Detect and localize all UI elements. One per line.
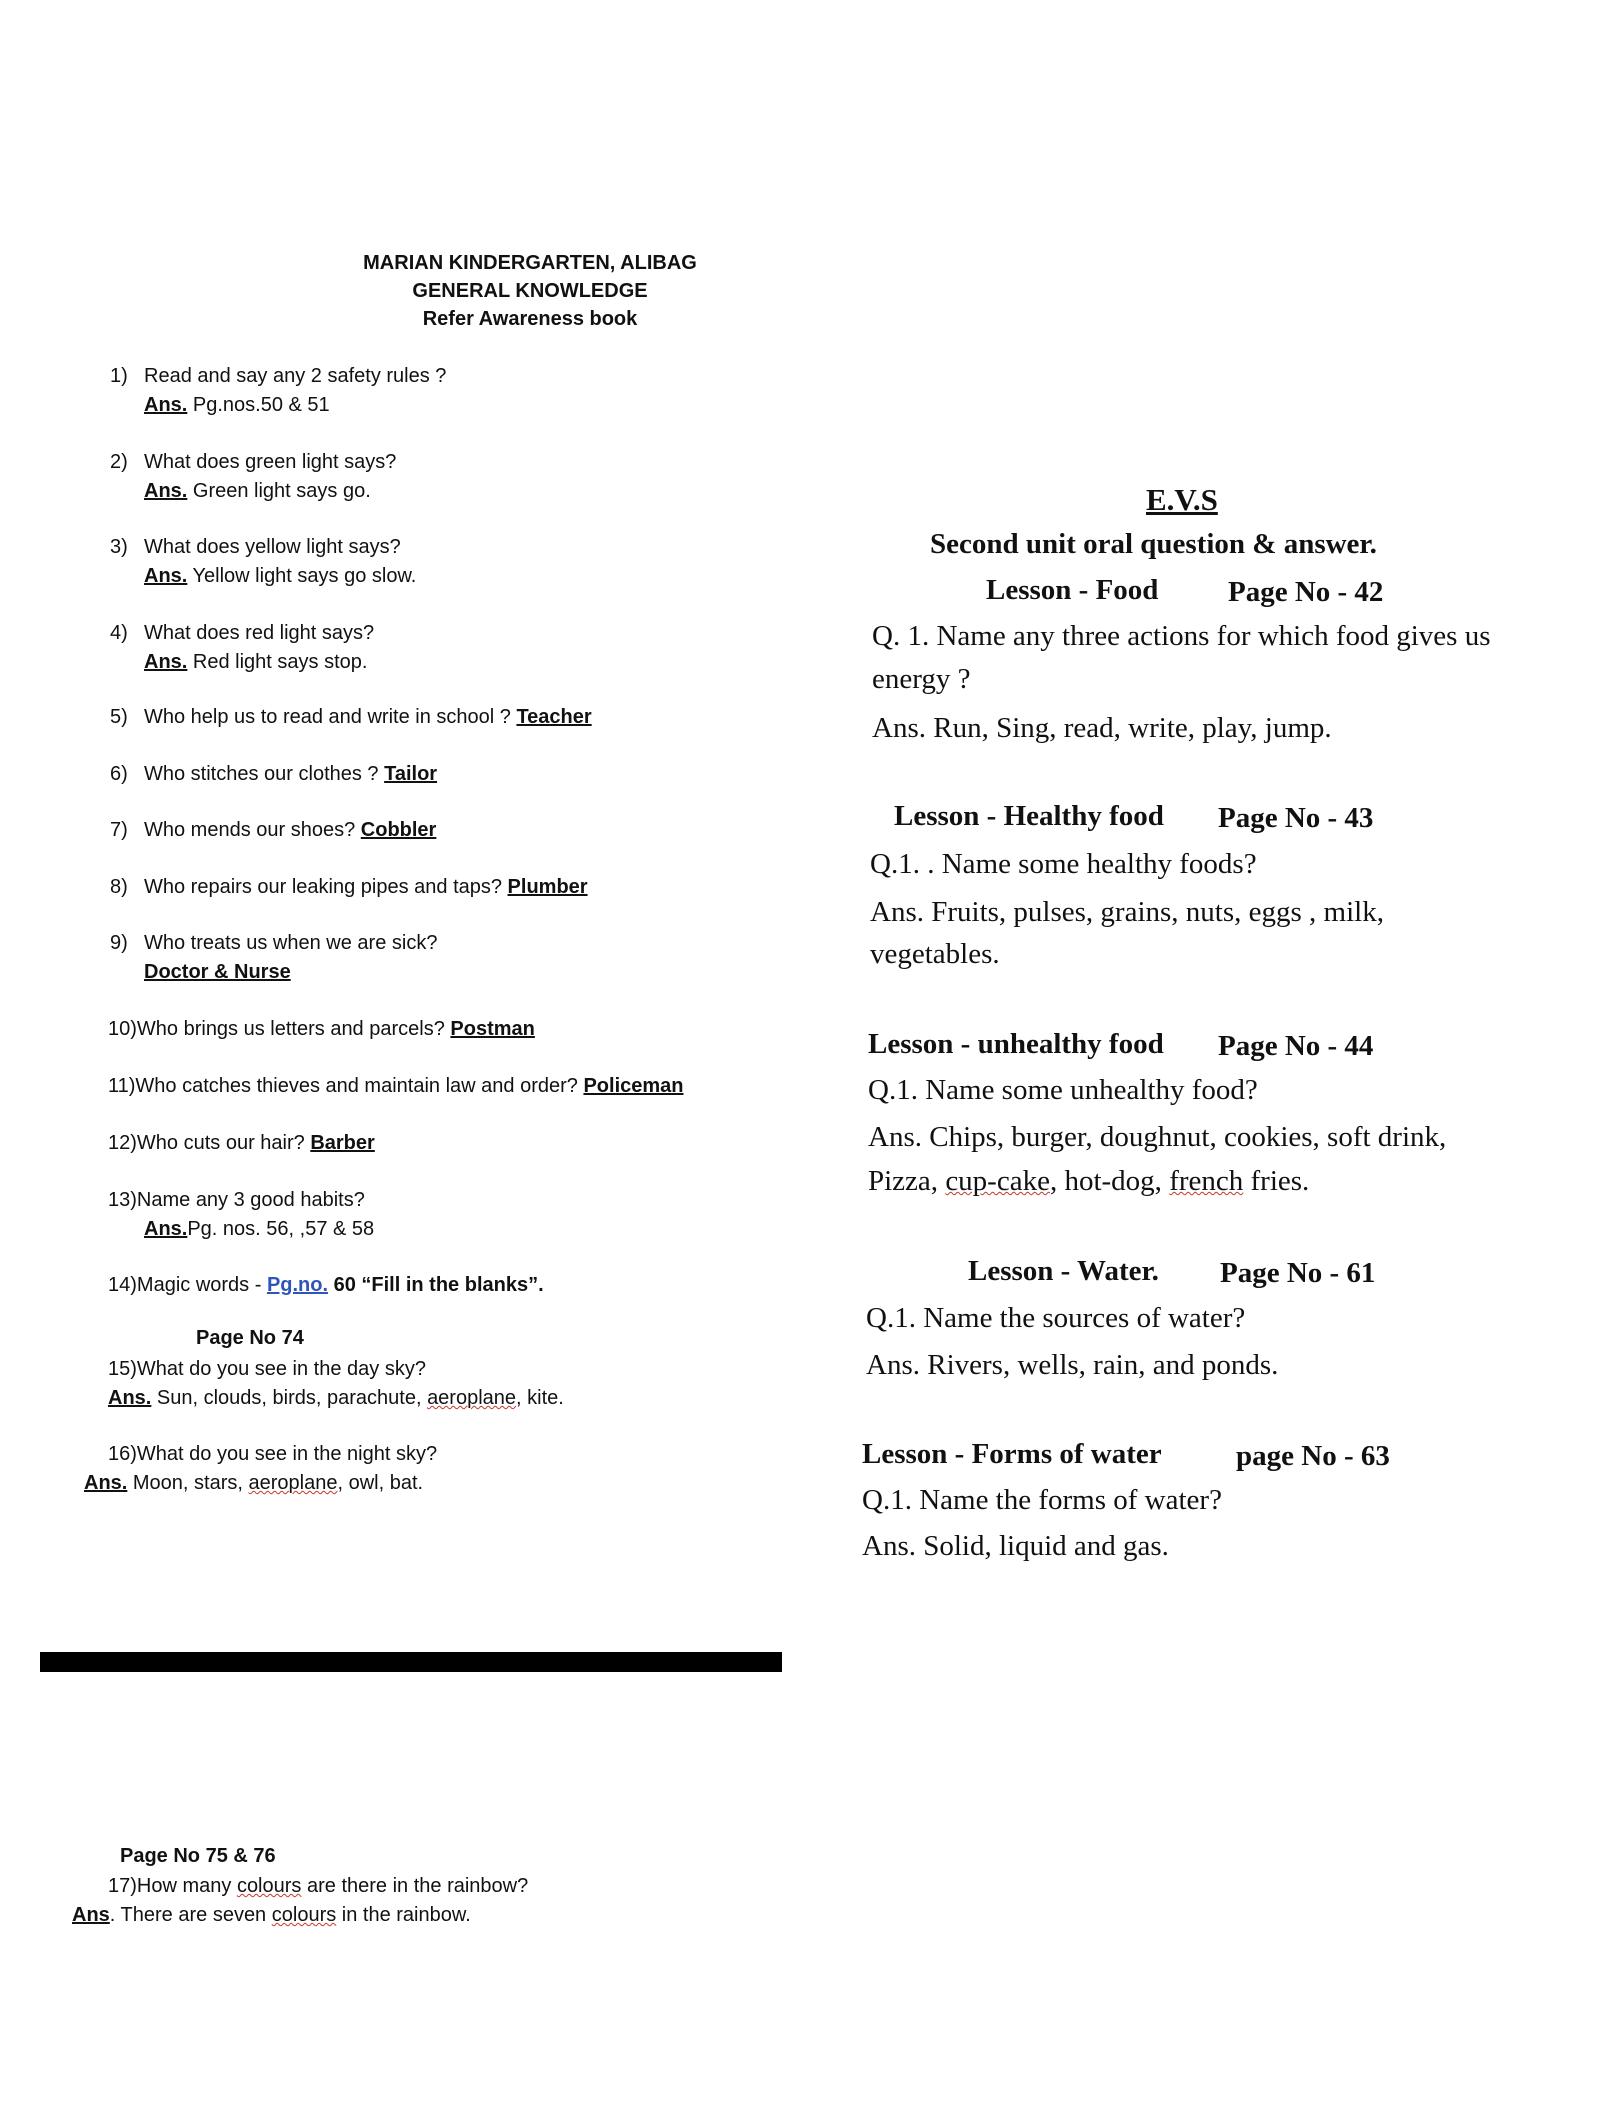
question-number: 17) [108, 1875, 137, 1897]
question-number: 1) [110, 365, 128, 387]
answer-text: Teacher [516, 706, 592, 728]
lesson-forms-answer: Ans. Solid, liquid and gas. [862, 1530, 1169, 1562]
lesson-food-page: Page No - 42 [1228, 576, 1384, 608]
answer-text: Barber [310, 1132, 375, 1154]
lesson-healthy-page: Page No - 43 [1218, 802, 1374, 834]
question-text-end: are there in the rainbow? [301, 1875, 529, 1897]
question-number: 9) [110, 932, 128, 954]
question-6 [110, 760, 437, 789]
question-text: Who cuts our hair? [136, 1132, 311, 1154]
question-1 [110, 362, 446, 391]
ans-label: Ans. [144, 394, 188, 416]
answer-text: . There are seven [109, 1904, 272, 1926]
lesson-food-title: Lesson - Food [986, 574, 1159, 606]
question-10 [108, 1015, 535, 1044]
answer-text-end: , kite. [516, 1387, 564, 1409]
question-text: Name any 3 good habits? [136, 1189, 365, 1211]
question-text: Who brings us letters and parcels? [136, 1018, 451, 1040]
lesson-unhealthy-page: Page No - 44 [1218, 1030, 1374, 1062]
answer-text: Sun, clouds, birds, parachute, [151, 1387, 428, 1409]
answer-text-misspelled: aeroplane [248, 1472, 338, 1494]
question-17 [108, 1872, 528, 1901]
question-text: What does red light says? [144, 622, 375, 644]
answer-text-end: in the rainbow. [336, 1904, 471, 1926]
answer-text: Pg. nos. 56, ,57 & 58 [187, 1218, 375, 1240]
page-74-heading: Page No 74 [196, 1327, 304, 1349]
question-number: 2) [110, 451, 128, 473]
question-text: Who catches thieves and maintain law and order? [135, 1075, 584, 1097]
answer-text: Cobbler [360, 819, 437, 841]
question-text: Who mends our shoes? [144, 819, 361, 841]
question-11 [108, 1072, 684, 1101]
question-text-misspelled: colours [236, 1875, 302, 1897]
answer-text: Yellow light says go slow. [187, 565, 417, 587]
question-number: 5) [110, 706, 128, 728]
answer-part: , hot-dog, [1049, 1165, 1170, 1197]
answer-text-misspelled: aeroplane [427, 1387, 517, 1409]
question-number: 15) [108, 1358, 137, 1380]
answer-text: Doctor & Nurse [144, 961, 291, 983]
question-2 [110, 448, 396, 477]
question-number: 6) [110, 763, 128, 785]
lesson-unhealthy-answer-cont [868, 1165, 1309, 1198]
answer-part: Pizza, [868, 1165, 946, 1197]
lesson-water-page: Page No - 61 [1220, 1257, 1376, 1289]
school-name: MARIAN KINDERGARTEN, ALIBAG [363, 252, 697, 274]
answer-part-misspelled: cup-cake [945, 1165, 1050, 1197]
lesson-water-question: Q.1. Name the sources of water? [866, 1302, 1246, 1334]
lesson-forms-page: page No - 63 [1236, 1440, 1390, 1472]
question-9 [110, 929, 437, 958]
evs-subtitle: Second unit oral question & answer. [930, 528, 1377, 560]
lesson-unhealthy-title: Lesson - unhealthy food [868, 1028, 1164, 1060]
question-text: What does yellow light says? [144, 536, 401, 558]
question-7 [110, 816, 436, 845]
question-text: Magic words - [136, 1274, 267, 1296]
question-number: 7) [110, 819, 128, 841]
question-text-rest: 60 “Fill in the blanks”. [328, 1274, 544, 1296]
question-8 [110, 873, 588, 902]
answer-text: Moon, stars, [127, 1472, 249, 1494]
answer-16 [84, 1469, 423, 1498]
answer-part: fries. [1243, 1165, 1310, 1197]
answer-3 [144, 562, 416, 591]
answer-text: Plumber [507, 876, 588, 898]
question-4 [110, 619, 374, 648]
page-link[interactable]: Pg.no. [266, 1274, 329, 1296]
lesson-water-answer: Ans. Rivers, wells, rain, and ponds. [866, 1349, 1279, 1381]
lesson-healthy-question: Q.1. . Name some healthy foods? [870, 848, 1257, 880]
question-text: Who help us to read and write in school ? [144, 706, 517, 728]
subject-title: GENERAL KNOWLEDGE [412, 280, 648, 302]
answer-part-misspelled: french [1169, 1165, 1244, 1197]
lesson-food-question: Q. 1. Name any three actions for which food gives us [872, 620, 1491, 652]
ans-label: Ans. [144, 565, 188, 587]
ans-label: Ans. [144, 480, 188, 502]
answer-text: Green light says go. [187, 480, 371, 502]
lesson-healthy-answer-cont: vegetables. [870, 938, 1000, 970]
answer-text: Postman [450, 1018, 535, 1040]
question-number: 16) [108, 1443, 137, 1465]
question-text: What do you see in the day sky? [136, 1358, 426, 1380]
question-12 [108, 1129, 375, 1158]
ans-label: Ans. [144, 651, 188, 673]
answer-9 [144, 958, 291, 987]
lesson-food-answer: Ans. Run, Sing, read, write, play, jump. [872, 712, 1332, 744]
answer-15 [108, 1384, 564, 1413]
question-number: 8) [110, 876, 128, 898]
answer-17 [72, 1901, 471, 1930]
ans-label: Ans. [108, 1387, 152, 1409]
lesson-unhealthy-answer: Ans. Chips, burger, doughnut, cookies, soft drink, [868, 1121, 1447, 1153]
question-text: What does green light says? [144, 451, 397, 473]
ans-label: Ans. [144, 1218, 188, 1240]
question-text: Read and say any 2 safety rules ? [144, 365, 447, 387]
ans-label: Ans [72, 1904, 110, 1926]
question-number: 13) [108, 1189, 137, 1211]
answer-text: Tailor [384, 763, 438, 785]
answer-2 [144, 477, 371, 506]
question-number: 12) [108, 1132, 137, 1154]
question-text: How many [136, 1875, 237, 1897]
question-number: 11) [108, 1075, 136, 1097]
evs-title: E.V.S [1146, 482, 1218, 517]
lesson-forms-question: Q.1. Name the forms of water? [862, 1484, 1222, 1516]
page-75-76-heading: Page No 75 & 76 [120, 1845, 276, 1867]
question-number: 14) [108, 1274, 137, 1296]
reference-note: Refer Awareness book [422, 308, 638, 330]
answer-text-misspelled: colours [271, 1904, 337, 1926]
lesson-healthy-title: Lesson - Healthy food [894, 800, 1164, 832]
lesson-unhealthy-question: Q.1. Name some unhealthy food? [868, 1074, 1258, 1106]
question-13 [108, 1186, 365, 1215]
question-text: What do you see in the night sky? [136, 1443, 438, 1465]
lesson-forms-title: Lesson - Forms of water [862, 1438, 1162, 1470]
divider-bar [40, 1652, 782, 1672]
question-number: 10) [108, 1018, 137, 1040]
lesson-healthy-answer: Ans. Fruits, pulses, grains, nuts, eggs , milk, [870, 896, 1384, 928]
question-text: Who stitches our clothes ? [144, 763, 385, 785]
answer-text: Pg.nos.50 & 51 [187, 394, 330, 416]
lesson-food-question-cont: energy ? [872, 663, 971, 695]
answer-13 [144, 1215, 374, 1244]
question-number: 3) [110, 536, 128, 558]
ans-label: Ans. [84, 1472, 128, 1494]
question-text: Who treats us when we are sick? [144, 932, 438, 954]
question-text: Who repairs our leaking pipes and taps? [144, 876, 508, 898]
question-16 [108, 1440, 437, 1469]
answer-1 [144, 391, 330, 420]
answer-text: Policeman [583, 1075, 684, 1097]
answer-text-end: , owl, bat. [337, 1472, 424, 1494]
question-number: 4) [110, 622, 128, 644]
answer-text: Red light says stop. [187, 651, 368, 673]
question-3 [110, 533, 401, 562]
question-5 [110, 703, 592, 732]
lesson-water-title: Lesson - Water. [968, 1255, 1159, 1287]
question-15 [108, 1355, 426, 1384]
answer-4 [144, 648, 367, 677]
question-14 [108, 1271, 544, 1300]
